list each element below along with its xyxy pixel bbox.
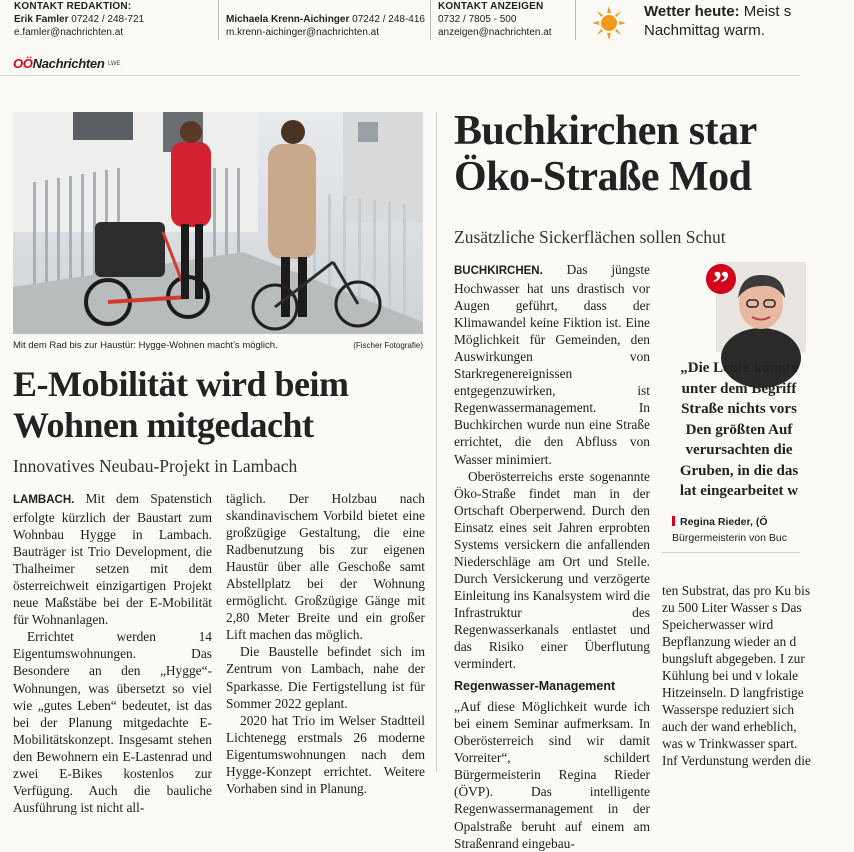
logo-oo: OÖ bbox=[13, 56, 33, 71]
quote-author-role: Bürgermeisterin von Buc bbox=[672, 532, 787, 544]
contact-divider bbox=[430, 0, 431, 40]
contact-editorial-2 bbox=[226, 0, 425, 39]
section-heading: Regenwasser-Management bbox=[454, 679, 616, 694]
quote-line: „Die Leute konnte bbox=[680, 360, 798, 376]
contact-heading bbox=[226, 0, 425, 13]
weather-line-2: Nachmittag warm. bbox=[644, 22, 765, 39]
paragraph: Die Baustelle befindet sich im Zentrum von Lambach, nahe der Sparkasse. Die Fertigstellung ist für Sommer 2022 geplant. bbox=[226, 644, 425, 711]
column-divider bbox=[436, 112, 437, 772]
article-subheadline-right: Zusätzliche Sickerflächen sollen Schut bbox=[454, 227, 726, 247]
quote-line: Gruben, in die das bbox=[679, 462, 799, 479]
brand-bar bbox=[0, 50, 800, 76]
photo-caption bbox=[13, 340, 423, 351]
contact-heading: KONTAKT REDAKTION: bbox=[14, 1, 132, 12]
contact-phone: 0732 / 7805 - 500 bbox=[438, 14, 517, 25]
article-headline-right bbox=[454, 108, 854, 200]
contact-ads bbox=[438, 0, 552, 39]
quote-line: unter dem Begriff bbox=[681, 380, 797, 397]
dateline: BUCHKIRCHEN. bbox=[454, 265, 543, 277]
paragraph: „Auf diese Möglichkeit wurde ich bei einem Seminar aufmerksam. In Oberösterreich sind wir damit Vorreiter“, schildert Bürgermeisterin Regina Rieder (ÖVP). Das intelligente Regenwassermanagement in der Opalstraße beruht auf einem am Straßenrand eingebau- bbox=[454, 699, 650, 851]
article-photo bbox=[13, 112, 423, 334]
headline-line-1: E-Mobilität wird beim bbox=[13, 364, 349, 404]
paragraph: 2020 hat Trio im Welser Stadtteil Lichtenegg erstmals 26 moderne Eigentumswohnungen nach dem Hygge-Konzept errichtet. Weitere Vorhaben sind in Planung. bbox=[226, 712, 425, 796]
paragraph: ten Substrat, das pro Ku bis zu 500 Liter Wasser s Das Speicherwasser wird Bepflanzung wieder an d bungsluft abgegeben. I zur Kühlung bei und v lokale Hitzeinseln. D langfristige Wasserspe reduziert sich auch der wand erheblich, was w Trinkwasser spart. Inf Verdunstung werden die bbox=[662, 583, 811, 769]
edition-label: LWE bbox=[108, 61, 121, 67]
weather-forecast bbox=[644, 2, 791, 40]
article-subheadline: Innovatives Neubau-Projekt in Lambach bbox=[13, 456, 298, 476]
contact-phone: 07242 / 248-721 bbox=[71, 14, 145, 25]
pull-quote bbox=[664, 358, 814, 502]
contact-divider bbox=[218, 0, 219, 40]
logo-wordmark: Nachrichten bbox=[32, 56, 105, 71]
headline-line-2: Öko-Straße Mod bbox=[454, 154, 752, 200]
author-name: Regina Rieder, (Ö bbox=[680, 516, 768, 528]
quote-line: Straße nichts vors bbox=[681, 401, 797, 417]
paragraph: täglich. Der Holzbau nach skandinavischem Vorbild bietet eine großzügige Gestaltung, die eine Radbenutzung bis zur eigenen Haustür über alle Geschoße samt Abstellplatz bei der Wohnung ermöglicht. Großzügige Gänge mit 2,80 Meter Breite und ein großer Lift machen das möglich. bbox=[226, 491, 425, 643]
paragraph: Errichtet werden 14 Eigentumswohnungen. Das Besondere an den „Hygge“-Wohnungen, was übersetzt so viel wie „gutes Leben“ bedeutet, ist das bei der Planung mitgedachte E-Mobilitätskonzept. Insgesamt stehen den Bewohnern ein E-Lastenrad und zwei E-Bikes kostenlos zur Verfügung. Auch die bauliche Ausführung ist nicht all- bbox=[13, 629, 212, 815]
contact-email[interactable]: e.famler@nachrichten.at bbox=[14, 27, 124, 38]
quote-line: lat eingearbeitet w bbox=[679, 483, 799, 499]
article-column-1 bbox=[13, 490, 212, 816]
quote-author bbox=[672, 516, 768, 528]
contact-name: Michaela Krenn-Aichinger bbox=[226, 14, 350, 25]
weather-line-1: Meist s bbox=[743, 3, 792, 20]
article-column-2 bbox=[226, 490, 425, 797]
newspaper-logo[interactable] bbox=[13, 56, 104, 71]
article-column-4 bbox=[662, 582, 812, 770]
paragraph: Oberösterreichs erste sogenannte Öko-Straße findet man in der Ortschaft Oberperwend. Durch den Einsatz eines seit Jahren erprobten Systems versickern die anfallenden Niederschläge am Ort und Stelle. Durch Versickerung und verzögerte Einleitung ins Kanalsystem wird die Infrastruktur des Regenwasserkanals entlastet und das Risiko einer Überflutung vermindert. bbox=[454, 468, 650, 672]
contact-editorial bbox=[14, 0, 144, 39]
contact-strip bbox=[0, 0, 800, 44]
article-column-3 bbox=[454, 261, 650, 852]
quote-line: Den größten Auf bbox=[685, 421, 793, 438]
caption-text: Mit dem Rad bis zur Haustür: Hygge-Wohnen macht’s möglich. bbox=[13, 340, 278, 351]
contact-heading: KONTAKT ANZEIGEN bbox=[438, 1, 544, 12]
contact-email[interactable]: anzeigen@nachrichten.at bbox=[438, 27, 552, 38]
sun-icon bbox=[592, 6, 626, 40]
author-marker bbox=[672, 516, 675, 526]
contact-name: Erik Famler bbox=[14, 14, 69, 25]
photo-illustration bbox=[13, 112, 423, 334]
dateline: LAMBACH. bbox=[13, 494, 75, 506]
quote-mark-icon: ” bbox=[706, 264, 736, 294]
weather-box bbox=[588, 0, 800, 42]
headline-line-1: Buchkirchen star bbox=[454, 108, 757, 154]
contact-email[interactable]: m.krenn-aichinger@nachrichten.at bbox=[226, 27, 380, 38]
photo-credit: (Fischer Fotografie) bbox=[353, 341, 423, 350]
article-headline bbox=[13, 364, 433, 446]
headline-line-2: Wohnen mitgedacht bbox=[13, 405, 314, 445]
contact-phone: 07242 / 248-416 bbox=[352, 14, 425, 25]
quote-line: verursachten die bbox=[685, 442, 793, 458]
weather-label: Wetter heute: bbox=[644, 3, 740, 20]
quote-divider bbox=[662, 552, 800, 553]
paragraph: Mit dem Spatenstich erfolgte kürzlich der Baustart zum Wohnbau Hygge in Lambach. Bauträger ist Trio Development, die Thalheimer setzen mit dem österreichweit einzigartigen Projekt neue Maßstäbe bei der E-Mobilität für Wohnanlagen. bbox=[13, 491, 212, 628]
paragraph: Das jüngste Hochwasser hat uns drastisch vor Augen geführt, dass der Klimawandel keine Fiktion ist. Eine Möglichkeit für Gemeinden, den Auswirkungen von Starkregenereignissen entgegenzuwirken, ist Regenwassermanagement. In Buchkirchen wurde nun eine Straße errichtet, die den Abfluss von Wasser minimiert. bbox=[454, 262, 650, 467]
contact-divider bbox=[575, 0, 576, 40]
